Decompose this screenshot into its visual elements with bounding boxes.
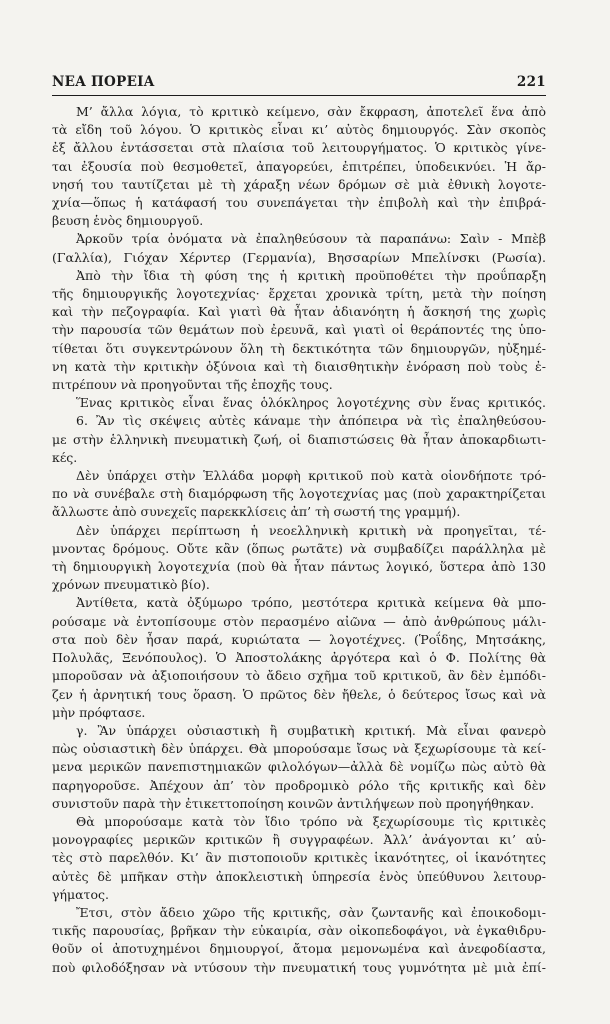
- text-line: Θὰ μπορούσαμε κατὰ τὸν ἴδιο τρόπο νὰ ξεχωρίσουμε τὶς κριτικὲς: [76, 813, 546, 829]
- text-line: τὴ δημιουργικὴ λογοτεχνία (ποὺ θὰ ἦταν πάντως λογικό, ὕστερα ἀπὸ 130: [52, 559, 546, 575]
- journal-title: ΝΕΑ ΠΟΡΕΙΑ: [52, 74, 155, 90]
- text-line: τὲς στὸ παρελθόν. Κι’ ἂν πιστοποιοῦν κριτικὲς ἱκανότητες, οἱ ἱκανότητες: [52, 850, 546, 866]
- text-line: τῆς δημιουργικῆς λογοτεχνίας· ἔρχεται χρονικὰ τρίτη, μετὰ τὴν ποίηση: [52, 286, 546, 302]
- text-line: μνοντας δρόμους. Οὔτε κἂν (ὅπως ρωτᾶτε) νὰ συμβαδίζει παράλληλα μὲ: [52, 540, 546, 556]
- text-line: Ἔτσι, στὸν ἄδειο χῶρο τῆς κριτικῆς, σὰν ζωντανῆς καὶ ἐποικοδομι-: [76, 904, 546, 920]
- text-line: ται ἐξουσία ποὺ θεσμοθετεῖ, ἀπαγορεύει, ἐπιτρέπει, ὑποδεικνύει. Ἡ ἄρ-: [52, 158, 546, 174]
- text-line: βευση ἑνὸς δημιουργοῦ.: [52, 213, 204, 229]
- text-line: ρούσαμε νὰ ἐντοπίσουμε στὸν περασμένο αἰῶνα — ἀπὸ ἀνθρώπους μάλι-: [52, 613, 546, 629]
- text-line: πιτρέπουν νὰ προηγοῦνται τῆς ἐποχῆς τους.: [52, 377, 333, 393]
- text-line: Δὲν ὑπάρχει περίπτωση ἡ νεοελληνικὴ κριτικὴ νὰ προηγεῖται, τέ-: [76, 522, 546, 538]
- text-line: Ἀπὸ τὴν ἴδια τὴ φύση της ἡ κριτικὴ προϋποθέτει τὴν προΰπαρξη: [76, 267, 546, 283]
- header-rule: [52, 95, 546, 96]
- text-line: Ἀντίθετα, κατὰ ὀξύμωρο τρόπο, μεστότερα κριτικὰ κείμενα θὰ μπο-: [76, 595, 546, 611]
- text-line: χρόνων πνευματικὸ βίο).: [52, 577, 210, 593]
- text-line: ἄλλωστε ἀπὸ συνεχεῖς παρεκκλίσεις ἀπ’ τὴ σωστή της γραμμή).: [52, 504, 461, 520]
- text-line: ποὺ φιλοδόξησαν νὰ ντύσουν τὴν πνευματική τους γυμνότητα μὲ μιὰ ἐπί-: [52, 959, 546, 975]
- text-line: πο νὰ συνέβαλε στὴ διαμόρφωση τῆς λογοτεχνίας μας (ποὺ χαρακτηρίζεται: [52, 486, 546, 502]
- text-line: Πολυλᾶς, Ξενόπουλος). Ὁ Ἀποστολάκης ἀργότερα καὶ ὁ Φ. Πολίτης θὰ: [52, 650, 546, 666]
- text-line: (Γαλλία), Γιόχαν Χέρντερ (Γερμανία), Βησσαρίων Μπελίνσκι (Ρωσία).: [52, 249, 546, 265]
- text-line: γ. Ἂν ὑπάρχει οὐσιαστικὴ ἢ συμβατικὴ κριτική. Μὰ εἶναι φανερὸ: [76, 722, 546, 738]
- text-line: με στὴν ἑλληνικὴ πνευματικὴ ζωή, οἱ διαπιστώσεις θὰ ἦταν ἀποκαρδιωτι-: [52, 431, 546, 447]
- text-line: χνία—ὅπως ἡ κατάφασή του συνεπάγεται τὴν ἐπιβολὴ καὶ τὴν ἐπιβρά-: [52, 195, 546, 211]
- text-line: μενα μερικῶν πανεπιστημιακῶν φιλολόγων—ἀλλὰ δὲ νομίζω πὼς αὐτὸ θὰ: [52, 759, 546, 775]
- text-line: αὐτὲς δὲ μπῆκαν στὴν ἀποκλειστικὴ ὑπηρεσία ἑνὸς ὑπεύθυνου λειτουρ-: [52, 868, 546, 884]
- text-line: τὰ εἴδη τοῦ λόγου. Ὁ κριτικὸς εἶναι κι’ αὐτὸς δημιουργός. Σὰν σκοπὸς: [52, 122, 546, 138]
- text-line: τίθεται ὅτι συγκεντρώνουν ὅλη τὴ δεκτικότητα τῶν δημιουργῶν, ηὐξημέ-: [52, 340, 546, 356]
- page-number: 221: [516, 74, 546, 90]
- text-line: Ἕνας κριτικὸς εἶναι ἕνας ὁλόκληρος λογοτέχνης σὺν ἕνας κριτικός.: [76, 395, 546, 411]
- running-header: [52, 74, 546, 90]
- text-line: Ἀρκοῦν τρία ὀνόματα νὰ ἐπαληθεύσουν τὰ παραπάνω: Σαὶν - Μπὲβ: [76, 231, 546, 247]
- text-line: τικῆς παρουσίας, βρῆκαν τὴν εὐκαιρία, σὰν οἰκοπεδοφάγοι, νὰ ἐγκαθιδρυ-: [52, 923, 546, 939]
- text-line: συνιστοῦν παρὰ τὴν ἐτικεττοποίηση κοινῶν ἀντιλήψεων ποὺ προηγήθηκαν.: [52, 795, 535, 811]
- text-line: γήματος.: [52, 886, 109, 902]
- text-line: Μ’ ἄλλα λόγια, τὸ κριτικὸ κείμενο, σὰν ἔκφραση, ἀποτελεῖ ἕνα ἀπὸ: [76, 104, 546, 119]
- body-text: [52, 103, 546, 977]
- text-line: θοῦν οἱ ἀποτυχημένοι δημιουργοί, ἄτομα μεμονωμένα καὶ ἀνεφοδίαστα,: [52, 941, 546, 957]
- text-line: μποροῦσαν νὰ ἀξιοποιήσουν τὸ ἄδειο σχῆμα τοῦ κριτικοῦ, ἂν δὲν ἐμπόδι-: [52, 668, 546, 684]
- text-line: στα ποὺ δὲν ἦσαν παρά, κυριώτατα — λογοτέχνες. (Ῥοΐδης, Μητσάκης,: [52, 631, 546, 647]
- text-line: τὴν παρουσία τῶν θεμάτων ποὺ ἐρευνᾶ, καὶ γιατὶ οἱ θεράποντές της ὑπο-: [52, 322, 546, 338]
- text-line: νη κατὰ τὴν κριτικὴν ὀξύνοια καὶ τὴ διαισθητικὴν ἐνόραση ποὺ τοὺς ἐ-: [52, 358, 546, 374]
- text-line: 6. Ἂν τὶς σκέψεις αὐτὲς κάναμε τὴν ἀπόπειρα νὰ τὶς ἐπαληθεύσου-: [76, 413, 546, 429]
- text-line: ζεν ἡ ἀρνητική τους ὅραση. Ὁ πρῶτος δὲν ἤθελε, ὁ δεύτερος ἴσως καὶ νὰ: [52, 686, 546, 702]
- text-line: καὶ τὴν πεζογραφία. Καὶ γιατὶ θὰ ἦταν ἀδιανόητη ἡ ἄσκησή της χωρὶς: [52, 304, 546, 320]
- text-line: κές.: [52, 449, 78, 465]
- text-line: Δὲν ὑπάρχει στὴν Ἑλλάδα μορφὴ κριτικοῦ ποὺ κατὰ οἱονδήποτε τρό-: [76, 468, 546, 484]
- text-line: παρηγοροῦσε. Ἀπέχουν ἀπ’ τὸν προδρομικὸ ρόλο τῆς κριτικῆς καὶ δὲν: [52, 777, 546, 793]
- text-line: ἐξ ἄλλου ἐντάσσεται στὰ πλαίσια τοῦ λειτουργήματος. Ὁ κριτικὸς γίνε-: [52, 140, 546, 156]
- text-line: πὼς οὐσιαστικὴ δὲν ὑπάρχει. Θὰ μπορούσαμε ἴσως νὰ ξεχωρίσουμε τὰ κεί-: [52, 741, 546, 757]
- text-line: μὴν πρόφτασε.: [52, 704, 146, 720]
- text-line: μονογραφίες μερικῶν κριτικῶν ἢ συγγραφέων. Ἀλλ’ ἀνάγονται κι’ αὐ-: [52, 832, 546, 848]
- text-line: νησή του ταυτίζεται μὲ τὴ χάραξη νέων δρόμων σὲ μιὰ ἐθνικὴ λογοτε-: [52, 176, 546, 192]
